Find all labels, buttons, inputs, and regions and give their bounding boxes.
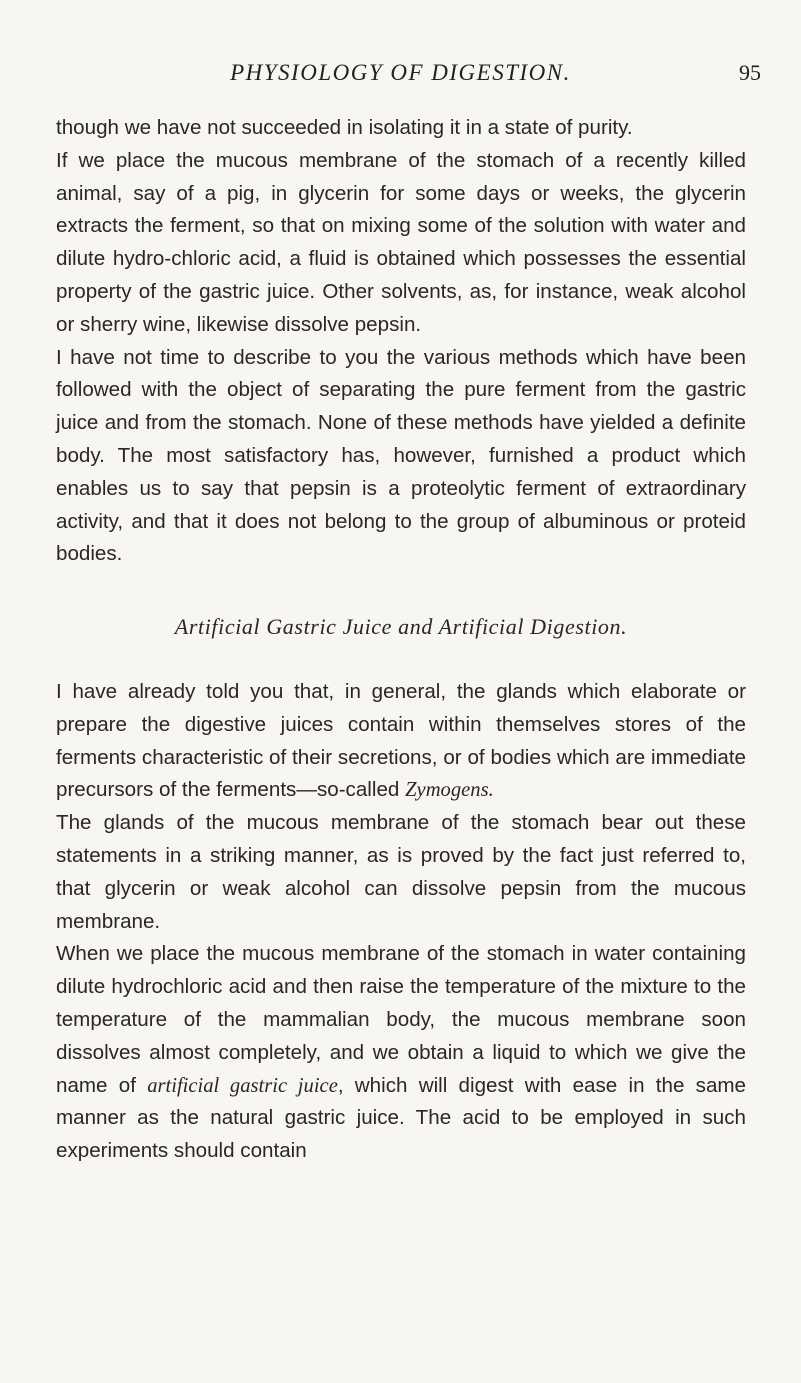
paragraph-continuation: though we have not succeeded in isolating it in a state of purity. [56, 116, 633, 139]
running-title: PHYSIOLOGY OF DIGESTION. [230, 60, 571, 85]
artificial-gastric-juice-term: artificial gastric juice [147, 1074, 338, 1097]
zymogens-term: Zymogens. [405, 779, 494, 802]
paragraph-methods: I have not time to describe to you the various methods which have been followed with the object of separating the pure ferment from the gastric juice and from the stomach. None of these methods have yielded a definite body. The most satisfactory has, however, furnished a product which enables us to say that pepsin is a proteolytic ferment of extraordinary activity, and that it does not belong to the group of albuminous or proteid bodies. [56, 345, 746, 566]
paragraph-zymogens-text: I have already told you that, in general, the glands which elaborate or prepare the digestive juices contain within themselves stores of the ferments characteristic of their secretions, or of bodies which are immediate precursors of the ferments—so-called [56, 679, 746, 802]
paragraph-artificial-juice-text: When we place the mucous membrane of the stomach in water containing dilute hydrochloric acid and then raise the temperature of the mixture to the temperature of the mammalian body, the mucous membrane soon dissolves almost completely, and we obtain a liquid to which we give the name of [56, 942, 746, 1097]
paragraph-glycerin: If we place the mucous membrane of the stomach of a recently killed animal, say of a pig, in glycerin for some days or weeks, the glycerin extracts the ferment, so that on mixing some of the solution with water and dilute hydro-chloric acid, a fluid is obtained which possesses the essential property of the gastric juice. Other solvents, as, for instance, weak alcohol or sherry wine, likewise dissolve pepsin. [56, 148, 746, 336]
running-head [0, 56, 801, 96]
paragraph-glands: The glands of the mucous membrane of the stomach bear out these statements in a striking manner, as is proved by the fact just referred to, that glycerin or weak alcohol can dissolve pepsin from the mucous membrane. [56, 811, 746, 933]
section-heading: Artificial Gastric Juice and Artificial Digestion. [174, 614, 628, 640]
paragraph-zymogens [56, 676, 746, 807]
paragraph-artificial-juice [56, 938, 746, 1168]
page-number: 95 [739, 60, 761, 85]
paragraph-artificial-juice-tail: , which will digest with ease in the same manner as the natural gastric juice. The acid to be employed in such experiments should contain [56, 1073, 747, 1163]
body-text [56, 112, 746, 1168]
